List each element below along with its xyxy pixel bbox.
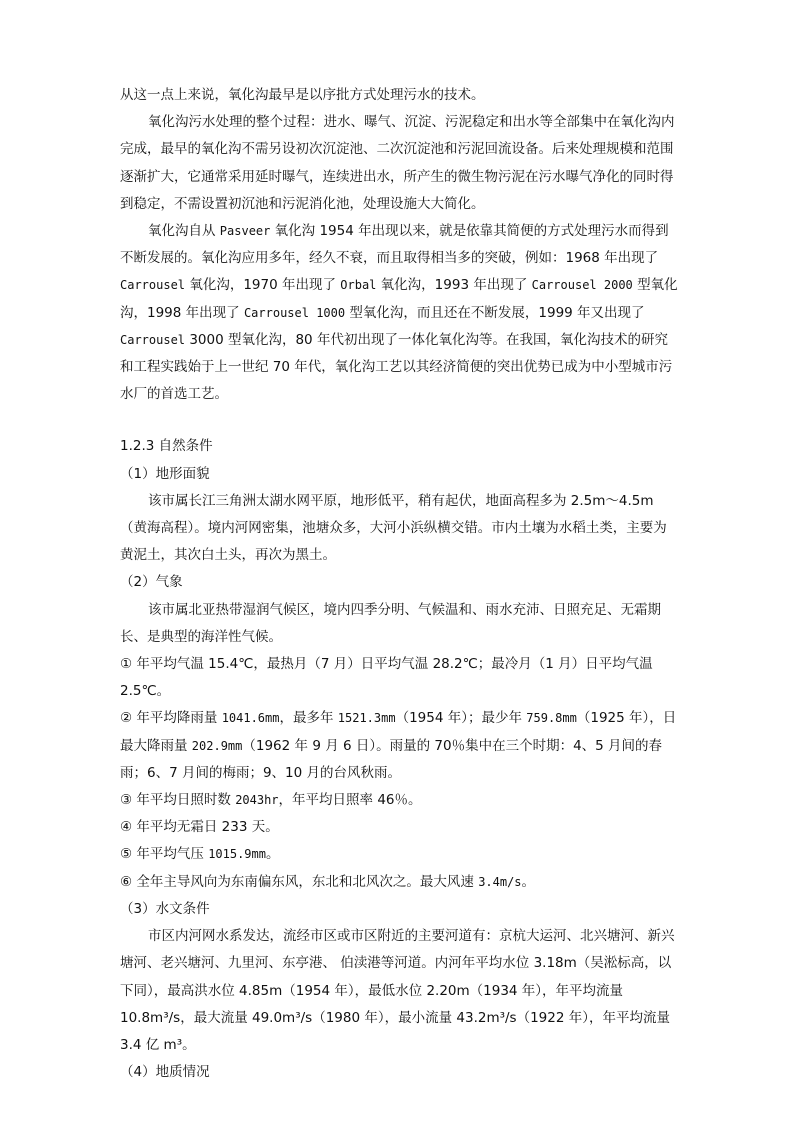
sun-text-2: ，年平均日照率 46％。 <box>278 792 422 809</box>
history-text-1: 氧化沟自从 <box>148 223 220 240</box>
subsection-title-hydrology: （3）水文条件 <box>120 900 210 917</box>
subsection-title-topography: （1）地形面貌 <box>120 465 210 482</box>
paragraph-process: 氧化沟污水处理的整个过程：进水、曝气、沉淀、污泥稳定和出水等全部集中在氧化沟内完成，最早的氧化沟不需另设初次沉淀池、二次沉淀池和污泥回流设备。后来处理规模和范围逐渐扩大，它通常采用延时曝气，连续进出水，所产生的微生物污泥在污水曝气净化的同时得到稳定，不需设置初沉池和污泥消化池，处理设施大大简化。 <box>120 114 675 212</box>
term-carrousel-2000: Carrousel 2000 <box>531 278 633 293</box>
subsection-title-climate: （2）气象 <box>120 574 183 591</box>
term-carrousel: Carrousel <box>120 278 186 293</box>
wind-text-1: ⑥ 全年主导风向为东南偏东风，东北和北风次之。最大风速 <box>120 873 479 890</box>
climate-item-pressure <box>120 841 680 868</box>
document-page <box>120 82 680 1086</box>
rain-value-daily-max: 202.9mm <box>191 738 243 753</box>
pressure-value: 1015.9mm <box>208 847 266 862</box>
climate-item-frost-free: ④ 年平均无霜日 233 天。 <box>120 819 279 836</box>
history-text-5: 型氧化沟，1998 年出现了 <box>120 277 678 321</box>
sun-value-hours: 2043hr <box>235 793 279 808</box>
climate-item-temperature: ① 年平均气温 15.4℃，最热月（7 月）日平均气温 28.2℃；最冷月（1 月）日平均气温 2.5℃。 <box>120 656 653 700</box>
history-text-7: 3000 型氧化沟，80 年代初出现了一体化氧化沟等。在我国，氧化沟技术的研究和工程实践始于上一世纪 70 年代，氧化沟工艺以其经济简便的突出优势已成为中小型城市污水厂的首选工艺。 <box>120 331 673 403</box>
climate-item-wind <box>120 869 680 896</box>
paragraph-intro: 从这一点上来说，氧化沟最早是以序批方式处理污水的技术。 <box>120 87 485 103</box>
sun-text-1: ③ 年平均日照时数 <box>120 792 236 809</box>
rain-value-avg: 1041.6mm <box>221 711 280 726</box>
rain-text-4: （1925 年），日最大降雨量 <box>120 710 677 754</box>
rain-text-2: ，最多年 <box>279 710 338 727</box>
subsection-title-geology: （4）地质情况 <box>120 1064 210 1081</box>
pressure-text-1: ⑤ 年平均气压 <box>120 846 209 863</box>
pressure-text-2: 。 <box>265 846 280 863</box>
rain-text-3: （1954 年）；最少年 <box>395 710 527 727</box>
paragraph-history <box>120 218 680 408</box>
rain-text-1: ② 年平均降雨量 <box>120 710 222 727</box>
history-text-4: 氧化沟，1993 年出现了 <box>376 277 532 294</box>
term-carrousel-1000: Carrousel 1000 <box>243 305 346 320</box>
history-text-2: 氧化沟 1954 年出现以来，就是依靠其简便的方式处理污水而得到不断发展的。氧化沟应用多年，经久不衰，而且取得相当多的突破，例如：1968 年出现了 <box>120 223 669 267</box>
climate-item-sunshine <box>120 787 680 814</box>
wind-value-max: 3.4m/s <box>478 874 522 889</box>
term-pasveer: Pasveer <box>219 224 271 239</box>
wind-text-2: 。 <box>521 873 536 890</box>
history-text-6: 型氧化沟，而且还在不断发展，1999 年又出现了 <box>345 304 645 321</box>
climate-item-rainfall <box>120 705 680 787</box>
history-text-3: 氧化沟，1970 年出现了 <box>185 277 341 294</box>
rain-value-min: 759.8mm <box>526 711 577 726</box>
section-heading: 1.2.3 自然条件 <box>120 438 213 455</box>
term-carrousel-3000: Carrousel <box>120 332 186 347</box>
paragraph-topography: 该市属长江三角洲太湖水网平原，地形低平，稍有起伏，地面高程多为 2.5m～4.5m（黄海高程）。境内河网密集，池塘众多，大河小浜纵横交错。市内土壤为水稻土类，主要为黄泥土，其次白土头，再次为黑土。 <box>120 492 667 564</box>
paragraph-hydrology: 市区内河网水系发达，流经市区或市区附近的主要河道有：京杭大运河、北兴塘河、新兴塘河、老兴塘河、九里河、东亭港、 伯渎港等河道。内河年平均水位 3.18m（吴淞标高，以下同），最高洪水位 4.85m（1954 年），最低水位 2.20m（1934 年），年平均流量 10.8m³/s，最大流量 49.0m³/s（1980 年），最小流量 43.2m³/s（1922 年），年平均流量 3.4 亿 m³。 <box>120 928 675 1053</box>
rain-value-max: 1521.3mm <box>337 711 396 726</box>
paragraph-climate: 该市属北亚热带湿润气候区，境内四季分明、气候温和、雨水充沛、日照充足、无霜期长、是典型的海洋性气候。 <box>120 601 661 645</box>
term-orbal: Orbal <box>340 278 377 293</box>
rain-text-5: （1962 年 9 月 6 日）。雨量的 70％集中在三个时期：4、5 月间的春雨；6、7 月间的梅雨；9、10 月的台风秋雨。 <box>120 737 663 781</box>
